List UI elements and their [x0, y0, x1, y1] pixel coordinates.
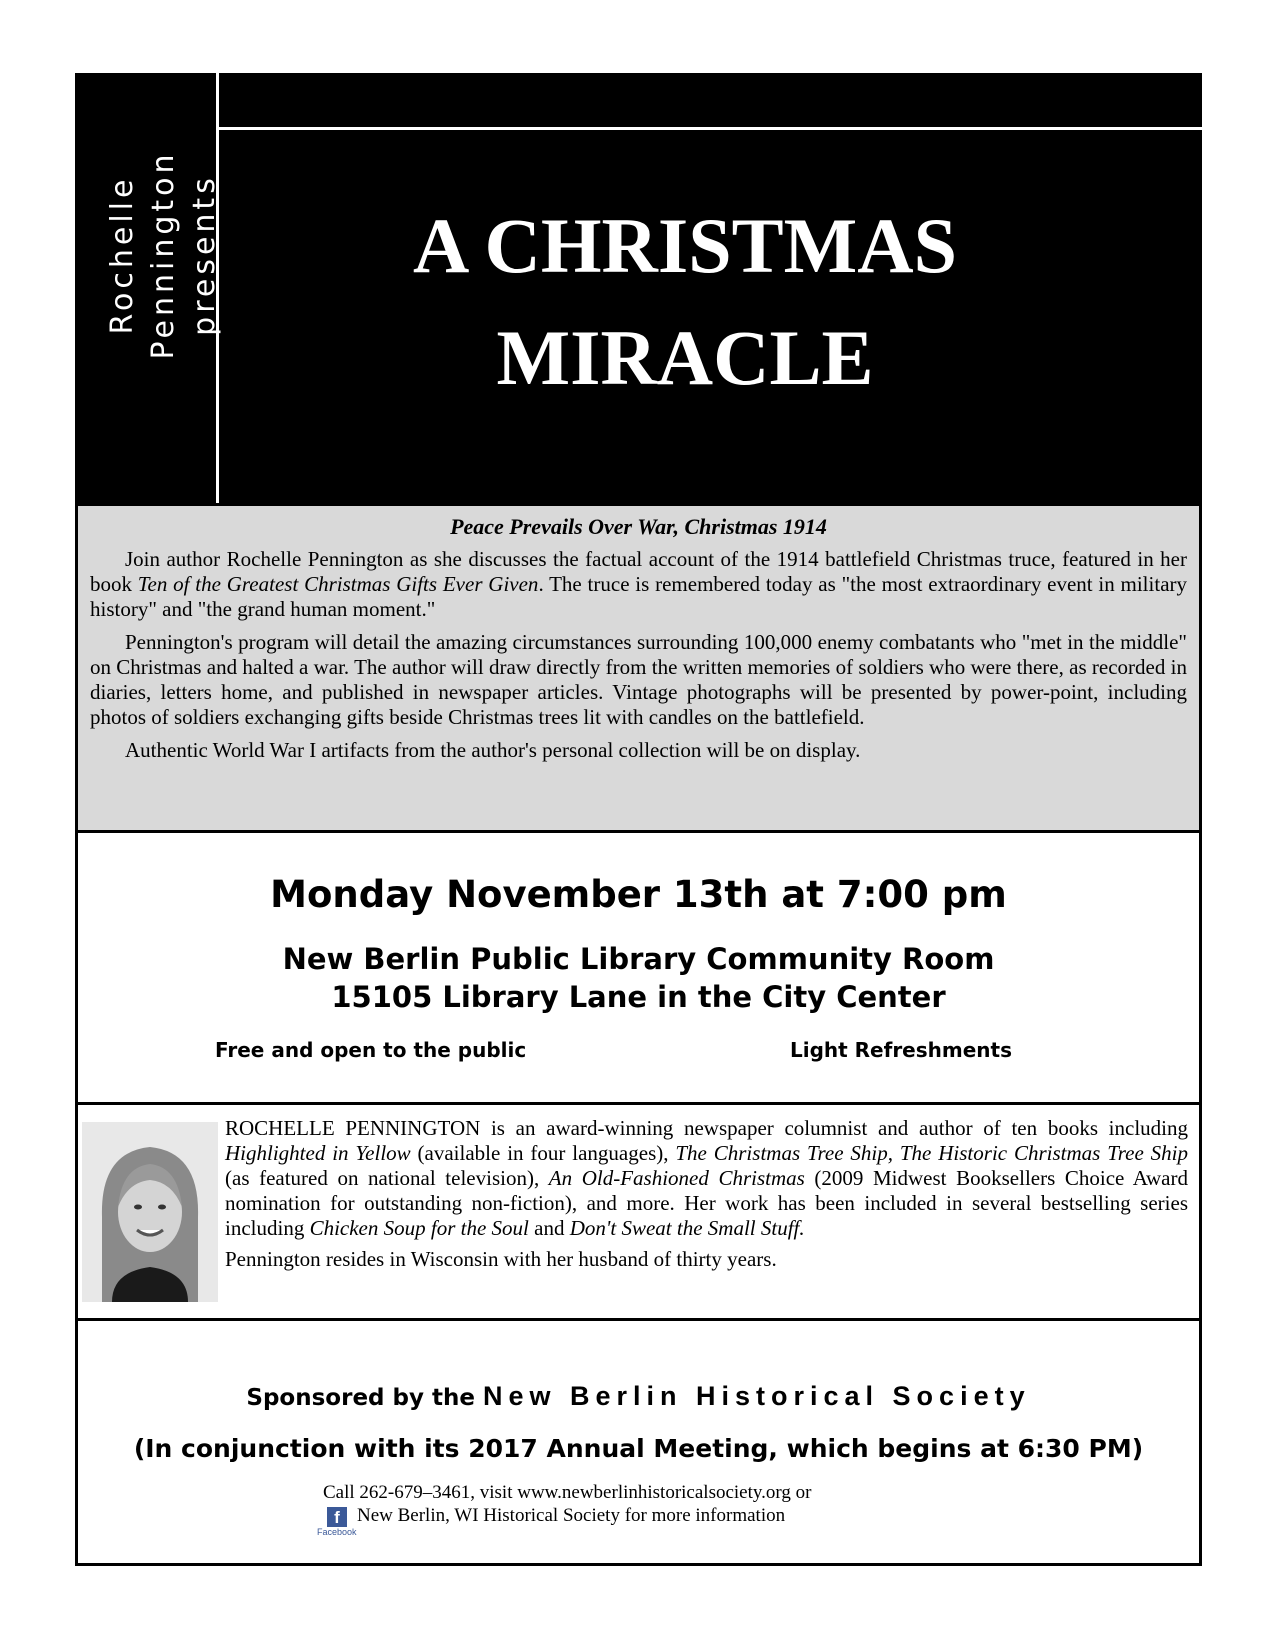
- free-admission: Free and open to the public: [215, 1038, 527, 1062]
- presenter-name: Rochelle Pennington: [105, 150, 181, 360]
- description-paragraph-1: Join author Rochelle Pennington as she discusses the factual account of the 1914 battlefield Christmas truce, featured in her book Ten of the Greatest Christmas Gifts Ever Given. The truce is remembered today as "the most extraordinary event in military history" and "the grand human moment.": [90, 547, 1188, 621]
- book-title: Ten of the Greatest Christmas Gifts Ever Given: [137, 572, 539, 596]
- event-location: [75, 940, 1202, 1016]
- author-bio: [75, 1108, 1202, 1321]
- header-divider-horizontal: [219, 127, 1202, 130]
- author-photo: [82, 1122, 218, 1302]
- title-line-2: MIRACLE: [496, 314, 874, 401]
- description-box: [75, 503, 1202, 833]
- event-venue: New Berlin Public Library Community Room: [282, 942, 995, 976]
- description-paragraph-2: Pennington's program will detail the amazing circumstances surrounding 100,000 enemy combatants who "met in the middle" on Christmas and halted a war. The author will draw directly from the written memories of soldiers who were there, as recorded in diaries, letters home, and published in newspaper articles. Vintage photographs will be presented by power-point, including photos of soldiers exchanging gifts beside Christmas trees lit with candles on the battlefield.: [90, 630, 1187, 729]
- event-datetime: Monday November 13th at 7:00 pm: [270, 873, 1007, 916]
- description-paragraph-3: Authentic World War I artifacts from the author's personal collection will be on display.: [125, 738, 861, 762]
- sponsor-section: [75, 1321, 1202, 1566]
- bio-paragraph-1: ROCHELLE PENNINGTON is an award-winning newspaper columnist and author of ten books including Highlighted in Yellow (available in four languages), The Christmas Tree Ship, The Historic Christmas Tree Ship (as featured on national television), An Old-Fashioned Christmas (2009 Midwest Booksellers Choice Award nomination for outstanding non-fiction), and more. Her work has been included in several bestselling series including Chicken Soup for the Soul and Don't Sweat the Small Stuff.: [225, 1116, 1188, 1240]
- event-address: 15105 Library Lane in the City Center: [331, 980, 946, 1014]
- annual-meeting-note: (In conjunction with its 2017 Annual Meeting, which begins at 6:30 PM): [133, 1434, 1144, 1463]
- title-line-1: A CHRISTMAS: [413, 202, 957, 289]
- sponsor-prefix: Sponsored by the: [246, 1385, 475, 1411]
- event-details: [75, 833, 1202, 1105]
- facebook-icon: f: [327, 1507, 347, 1527]
- facebook-label: Facebook: [317, 1527, 357, 1537]
- refreshments: Light Refreshments: [789, 1038, 1012, 1062]
- facebook-row: [323, 1504, 785, 1527]
- facebook-text: New Berlin, WI Historical Society for more information: [357, 1505, 786, 1526]
- presenter-vertical-text: [102, 85, 225, 425]
- bio-paragraph-2: Pennington resides in Wisconsin with her husband of thirty years.: [225, 1247, 777, 1271]
- society-name: New Berlin Historical Society: [482, 1381, 1031, 1411]
- sponsor-line: [75, 1381, 1202, 1412]
- contact-info: Call 262-679–3461, visit www.newberlinhistoricalsociety.org or: [323, 1482, 812, 1503]
- presents-label: presents: [187, 174, 222, 336]
- description-subtitle: Peace Prevails Over War, Christmas 1914: [450, 514, 827, 539]
- page-title: [220, 190, 1150, 414]
